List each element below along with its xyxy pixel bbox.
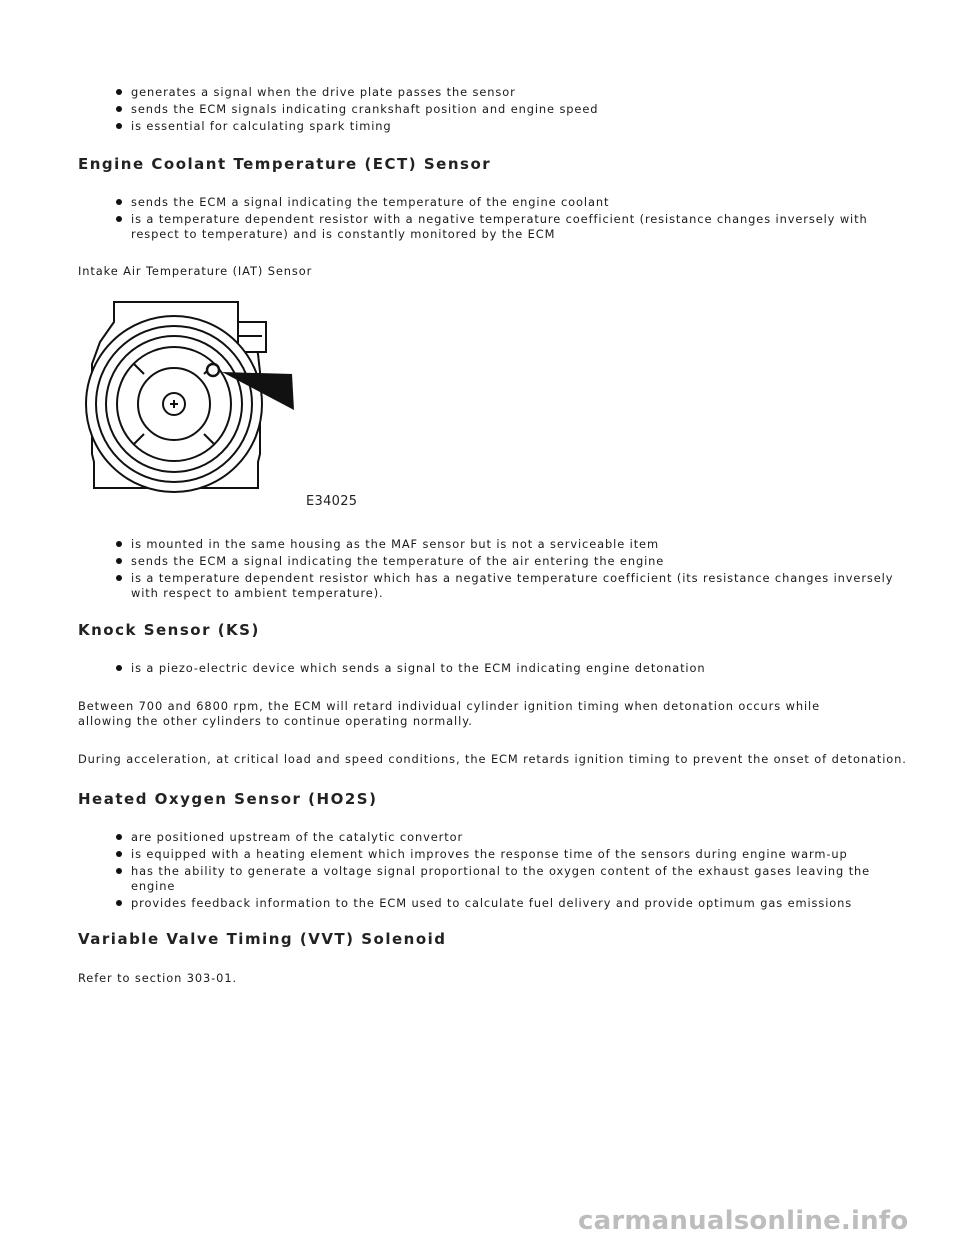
- list-item: sends the ECM a signal indicating the temperature of the air entering the engine: [116, 554, 906, 569]
- ho2s-bullet-list: [116, 830, 906, 913]
- list-item: is a temperature dependent resistor with a negative temperature coefficient (resistance changes inversely with respect to temperature) and is constantly monitored by the ECM: [116, 212, 906, 241]
- list-item: is a piezo-electric device which sends a signal to the ECM indicating engine detonation: [116, 661, 906, 676]
- list-item: are positioned upstream of the catalytic convertor: [116, 830, 906, 845]
- ect-bullet-list: [116, 195, 906, 244]
- maf-housing-illustration: [80, 294, 380, 518]
- iat-heading: Intake Air Temperature (IAT) Sensor: [78, 264, 313, 278]
- list-item: is equipped with a heating element which improves the response time of the sensors during engine warm-up: [116, 847, 906, 862]
- list-item: has the ability to generate a voltage signal proportional to the oxygen content of the exhaust gases leaving the engine: [116, 864, 906, 893]
- ks-paragraph-1: Between 700 and 6800 rpm, the ECM will retard individual cylinder ignition timing when detonation occurs while allowing the other cylinders to continue operating normally.: [78, 699, 820, 728]
- iat-bullet-list: [116, 537, 906, 603]
- ks-heading: Knock Sensor (KS): [78, 621, 260, 639]
- ks-bullet-list: [116, 661, 906, 678]
- figure-label: E34025: [306, 494, 358, 509]
- list-item: sends the ECM signals indicating crankshaft position and engine speed: [116, 102, 906, 117]
- ect-heading: Engine Coolant Temperature (ECT) Sensor: [78, 155, 492, 173]
- list-item: sends the ECM a signal indicating the temperature of the engine coolant: [116, 195, 906, 210]
- site-watermark: carmanualsonline.info: [578, 1206, 909, 1236]
- ho2s-heading: Heated Oxygen Sensor (HO2S): [78, 790, 378, 808]
- vvt-text: Refer to section 303-01.: [78, 971, 237, 985]
- crankshaft-sensor-bullet-list: [116, 85, 906, 136]
- iat-sensor-figure: [80, 294, 380, 518]
- ks-paragraph-2: During acceleration, at critical load and speed conditions, the ECM retards ignition timing to prevent the onset of detonation.: [78, 752, 907, 766]
- list-item: provides feedback information to the ECM used to calculate fuel delivery and provide optimum gas emissions: [116, 896, 906, 911]
- list-item: is a temperature dependent resistor which has a negative temperature coefficient (its resistance changes inversely with respect to ambient temperature).: [116, 571, 906, 600]
- list-item: is mounted in the same housing as the MAF sensor but is not a serviceable item: [116, 537, 906, 552]
- vvt-heading: Variable Valve Timing (VVT) Solenoid: [78, 930, 447, 948]
- list-item: is essential for calculating spark timing: [116, 119, 906, 134]
- list-item: generates a signal when the drive plate passes the sensor: [116, 85, 906, 100]
